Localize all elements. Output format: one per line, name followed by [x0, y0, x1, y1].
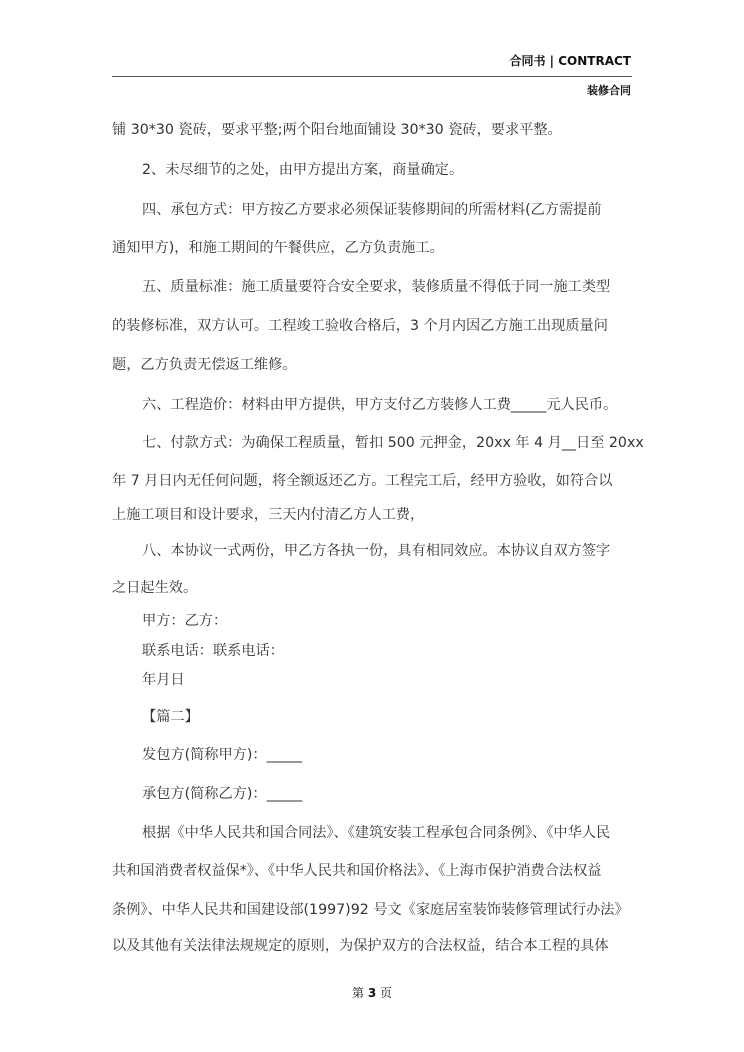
header-subtitle: 装修合同 [587, 84, 631, 97]
header-divider [112, 76, 632, 77]
signature-phone-line: 联系电话：联系电话： [142, 643, 284, 659]
body-line: 的装修标准，双方认可。工程竣工验收合格后，3 个月内因乙方施工出现质量问 [112, 318, 608, 334]
page-number: 3 [367, 986, 377, 1000]
header-title: 合同书 | CONTRACT [509, 54, 631, 68]
body-line: 以及其他有关法律法规规定的原则，为保护双方的合法权益，结合本工程的具体 [112, 938, 609, 954]
page-footer [0, 984, 744, 1001]
body-line: 题，乙方负责无偿返工维修。 [112, 357, 297, 373]
body-line: 八、本协议一式两份，甲乙方各执一份，具有相同效应。本协议自双方签字 [142, 543, 611, 559]
body-line: 之日起生效。 [112, 580, 198, 596]
body-line: 根据《中华人民共和国合同法》、《建筑安装工程承包合同条例》、《中华人民 [142, 825, 611, 841]
signature-date-line: 年月日 [142, 672, 185, 688]
signature-party-line: 甲方：乙方： [142, 613, 228, 629]
body-line: 六、工程造价：材料由甲方提供，甲方支付乙方装修人工费_____元人民币。 [142, 397, 618, 413]
section-heading: 【篇二】 [142, 709, 199, 725]
footer-suffix: 页 [380, 986, 393, 1000]
body-line: 铺 30*30 瓷砖，要求平整;两个阳台地面铺设 30*30 瓷砖，要求平整。 [112, 122, 562, 138]
body-line: 条例》、中华人民共和国建设部(1997)92 号文《家庭居室装饰装修管理试行办法》 [112, 902, 629, 918]
footer-prefix: 第 [351, 986, 364, 1000]
body-line: 年 7 月日内无任何问题，将全额返还乙方。工程完工后，经甲方验收，如符合以 [112, 473, 613, 489]
body-line: 七、付款方式：为确保工程质量，暂扣 500 元押金，20xx 年 4 月__日至 20xx [142, 435, 644, 451]
body-line: 五、质量标准：施工质量要符合安全要求，装修质量不得低于同一施工类型 [142, 279, 611, 295]
body-line: 2、未尽细节的之处，由甲方提出方案，商量确定。 [142, 162, 464, 178]
body-line: 四、承包方式：甲方按乙方要求必须保证装修期间的所需材料(乙方需提前 [142, 202, 602, 218]
body-line: 共和国消费者权益保*》、《中华人民共和国价格法》、《上海市保护消费合法权益 [112, 863, 602, 879]
body-line: 通知甲方)，和施工期间的午餐供应，乙方负责施工。 [112, 240, 444, 256]
contract-party-line: 承包方(简称乙方)：_____ [142, 786, 303, 802]
contract-party-line: 发包方(简称甲方)：_____ [142, 747, 303, 763]
body-line: 上施工项目和设计要求，三天内付清乙方人工费， [112, 507, 425, 523]
